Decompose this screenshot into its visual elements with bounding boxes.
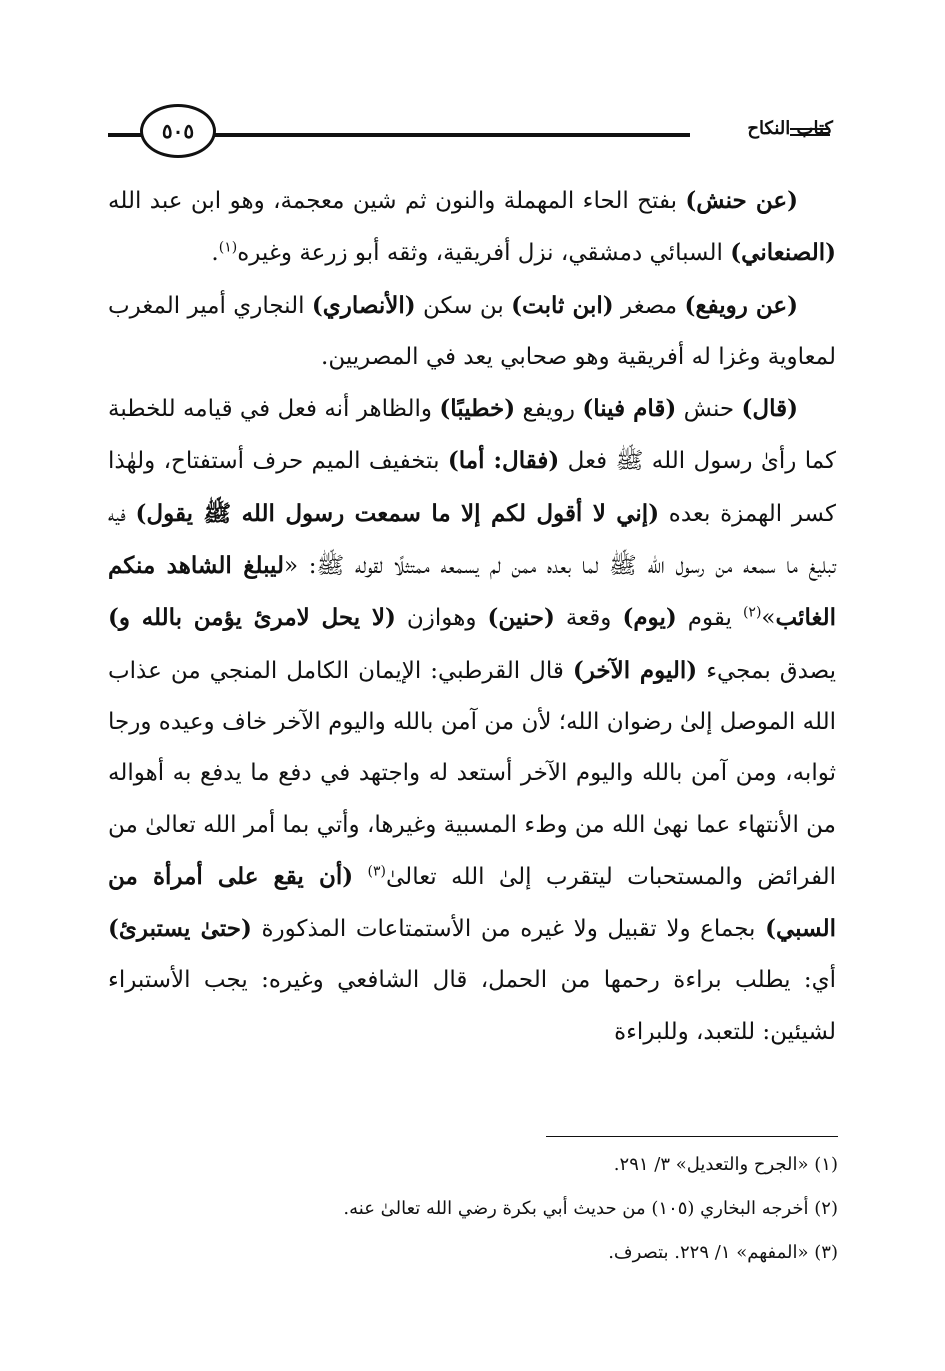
text-run: مصغر xyxy=(613,292,685,319)
footnote-number: (٣) xyxy=(814,1242,838,1263)
text-run: حنش xyxy=(676,396,742,423)
text-run: السبائي دمشقي، نزل أفريقية، وثقه أبو زرعة وغيره xyxy=(237,240,731,267)
footnote-text: «الجرح والتعديل» ٣/ ٢٩١. xyxy=(613,1154,809,1175)
bold-phrase: (الصنعاني) xyxy=(730,239,836,267)
header-rule xyxy=(212,133,690,137)
text-run: بجماع ولا تقبيل ولا غيره من الأستمتاعات المذكورة xyxy=(251,916,766,943)
bold-phrase: (حنين) xyxy=(487,604,555,632)
footnote-text: «المفهم» ١/ ٢٢٩. بتصرف. xyxy=(608,1242,809,1263)
header-rule-left xyxy=(108,133,144,137)
footnote-ref: (٢) xyxy=(742,604,762,621)
text-run: وقعة xyxy=(554,605,623,632)
footnotes xyxy=(108,1150,838,1282)
text-run: يقوم xyxy=(676,605,743,632)
bold-phrase: (فقال: أما) xyxy=(447,447,560,475)
text-run: قال القرطبي: الإيمان الكامل المنجي من عذاب الله الموصل إلىٰ رضوان الله؛ لأن من آمن بالله واليوم الآخر خاف وعيده ورجا ثوابه، ومن آمن بالله واليوم الآخر أستعد له واجتهد في دفع ما يدفع به أهواله من الأنتهاء عما نهىٰ الله من وطء المسبية وغيرها، وأتي بما أمر الله تعالىٰ من الفرائض والمستحبات ليتقرب إلىٰ الله تعالىٰ xyxy=(108,657,837,890)
text-run: بفتح الحاء المهملة والنون ثم شين معجمة، وهو ابن عبد الله xyxy=(108,188,686,214)
page-header xyxy=(0,0,945,170)
bold-phrase: (قال) xyxy=(741,395,798,423)
text-run xyxy=(353,864,367,890)
footnote xyxy=(108,1194,838,1238)
bold-phrase: ليبلغ الشاهد منكم الغائب xyxy=(108,552,836,632)
footnote-text: أخرجه البخاري (١٠٥) من حديث أبي بكرة رضي الله تعالىٰ عنه. xyxy=(343,1198,809,1219)
page-number: ٥٠٥ xyxy=(161,119,195,143)
text-run: رويفع xyxy=(515,396,583,423)
bold-phrase: (لا يحل لامرئ يؤمن بالله و) xyxy=(108,604,396,632)
text-run: النجاري أمير المغرب لمعاوية وغزا له أفريقية وهو صحابي يعد في المصريين. xyxy=(108,292,836,370)
bold-phrase: (عن رويفع) xyxy=(684,291,799,319)
main-text xyxy=(108,175,836,1058)
footnote xyxy=(108,1150,838,1194)
text-run: بن سكن xyxy=(415,292,512,319)
paragraph xyxy=(108,383,836,1058)
paragraph xyxy=(108,175,836,280)
footnote-number: (٢) xyxy=(814,1198,838,1219)
bold-phrase: (أن يقع على أمرأة من السبي) xyxy=(108,862,836,943)
bold-phrase: (اليوم الآخر) xyxy=(572,656,698,684)
text-run: يصدق بمجيء xyxy=(697,657,836,684)
text-run: وهوازن xyxy=(395,605,488,632)
text-run: » xyxy=(761,605,776,632)
bold-phrase: (عن حنش) xyxy=(685,187,798,214)
footnote-ref: (٣) xyxy=(367,863,387,880)
bold-phrase: (يوم) xyxy=(622,604,677,632)
text-run: فيه تبليغ ما سمعه من رسول الله ﷺ لما بعده ممن لم يسمعه ممتثلًا لقوله ﷺ: « xyxy=(108,500,837,580)
text-run: أي: يطلب براءة رحمها من الحمل، قال الشافعي وغيره: يجب الأستبراء لشيئين: للتعبد، وللبراءة xyxy=(108,967,836,1045)
paragraph xyxy=(108,280,836,384)
text-run: بتخفيف الميم حرف أستفتاح، ولهٰذا كسر الهمزة بعده xyxy=(108,448,836,527)
footnote-separator xyxy=(546,1136,838,1137)
bold-phrase: (قام فينا) xyxy=(582,395,677,423)
text-run: . xyxy=(211,240,219,267)
chapter-title: كتاب النكاح xyxy=(747,118,833,139)
page-number-badge xyxy=(140,104,216,158)
bold-phrase: (إني لا أقول لكم إلا ما سمعت رسول الله ﷺ يقول) xyxy=(135,499,660,527)
footnote-number: (١) xyxy=(814,1154,838,1175)
bold-phrase: (خطيبًا) xyxy=(439,395,516,423)
footnote xyxy=(108,1238,838,1282)
bold-phrase: (حتىٰ يستبرئ) xyxy=(108,915,252,943)
text-run: والظاهر أنه فعل في قيامه للخطبة كما رأىٰ رسول الله ﷺ فعل xyxy=(108,396,836,475)
bold-phrase: (الأنصاري) xyxy=(311,291,416,319)
footnote-ref: (١) xyxy=(218,239,238,256)
bold-phrase: (ابن ثابت) xyxy=(511,291,614,319)
